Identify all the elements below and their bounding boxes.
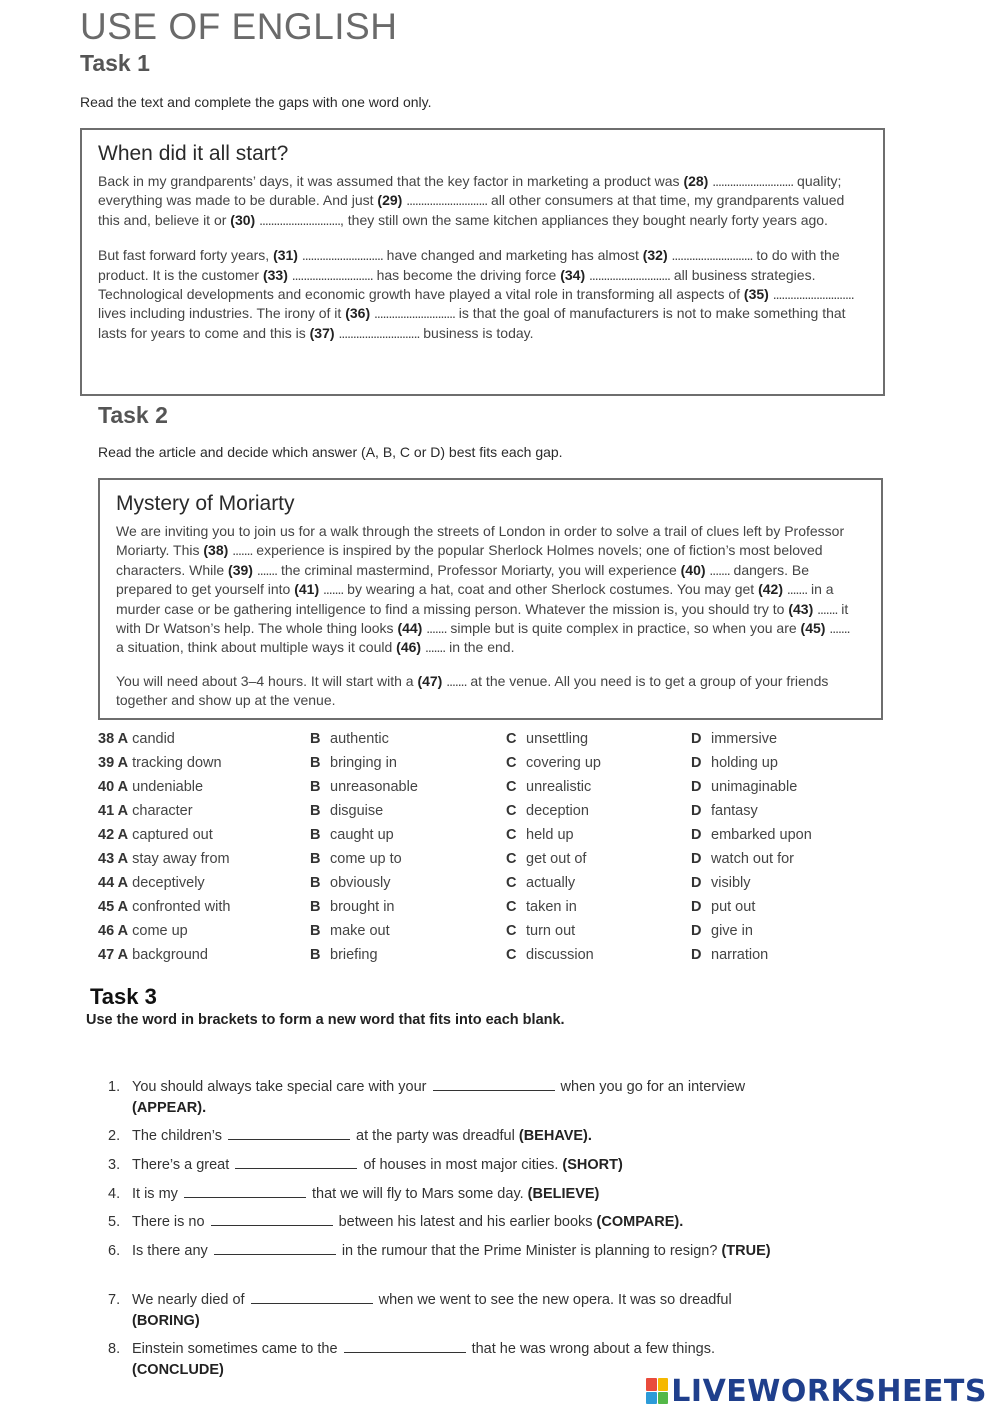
option-a[interactable]: come up [132,923,188,939]
option-row: 45 A confronted with B brought in C taken in D put out [98,899,756,915]
option-a[interactable]: candid [132,731,175,747]
option-row: 43 A stay away from B come up to C get out of D watch out for [98,851,795,867]
page-title: USE OF ENGLISH [80,6,398,47]
option-d[interactable]: watch out for [711,851,795,867]
option-b[interactable]: make out [330,923,390,939]
option-b[interactable]: disguise [330,803,384,819]
task3-instruction: Use the word in brackets to form a new word that fits into each blank. [86,1012,565,1028]
option-a[interactable]: captured out [132,827,213,843]
task2-paragraph-1: We are inviting you to join us for a walk through the streets of London in order to solve a trail of clues left by Professor Moriarty. This (38) ....... experience is inspired by the popular Sherlock Holmes novels; one of fiction’s most beloved characters. While (39) ....... the criminal mastermind, Professor Moriarty, you will experience (40) ....... dangers. Be prepared to get yourself into (41) ....... by wearing a hat, coat and other Sherlock costumes. You may get (42) ....... in a murder case or be gathering intelligence to find a missing person. Whatever the mission is, you should try to (43) ....... it with Dr Watson’s help. The whole thing looks (44) ....... simple but is quite complex in practice, so when you are (45) ....... a situation, think about multiple ways it could (46) ....... in the end. [116,523,850,656]
option-d[interactable]: embarked upon [711,827,812,843]
question-item: 1. You should always take special care with your when you go for an interview (APPEAR). [108,1079,746,1116]
option-d[interactable]: give in [711,923,753,939]
question-item: 7. We nearly died of when we went to see the new opera. It was so dreadful (BORING) [108,1292,732,1329]
option-b[interactable]: unreasonable [330,779,418,795]
task1-text-box [80,128,885,396]
option-row: 46 A come up B make out C turn out D give in [98,923,753,939]
question-item: 3. There’s a great of houses in most major cities. (SHORT) [108,1157,623,1173]
option-d[interactable]: fantasy [711,803,758,819]
option-c[interactable]: actually [526,875,576,891]
option-row: 38 A candid B authentic C unsettling D immersive [98,731,778,747]
option-d[interactable]: put out [711,899,756,915]
option-b[interactable]: briefing [330,947,378,963]
task2-text-box [98,478,883,720]
task2-box-title: Mystery of Moriarty [116,492,295,515]
option-d[interactable]: narration [711,947,769,963]
question-item: 6. Is there any in the rumour that the Prime Minister is planning to resign? (TRUE) [108,1243,771,1259]
option-b[interactable]: bringing in [330,755,397,771]
option-a[interactable]: undeniable [132,779,204,795]
option-c[interactable]: turn out [526,923,576,939]
task2-instruction: Read the article and decide which answer (A, B, C or D) best fits each gap. [98,444,563,460]
option-a[interactable]: confronted with [132,899,231,915]
option-c[interactable]: taken in [526,899,577,915]
answer-blank[interactable] [214,1242,336,1255]
option-d[interactable]: holding up [711,755,778,771]
option-row: 41 A character B disguise C deception D fantasy [98,803,758,819]
liveworksheets-logo[interactable] [646,1374,987,1408]
task1-box-title: When did it all start? [98,142,289,165]
option-d[interactable]: immersive [711,731,778,747]
option-row: 44 A deceptively B obviously C actually D visibly [98,875,751,891]
answer-blank[interactable] [235,1156,357,1169]
option-row: 39 A tracking down B bringing in C covering up D holding up [98,755,778,771]
answer-blank[interactable] [433,1078,555,1091]
option-c[interactable]: held up [526,827,574,843]
option-a[interactable]: background [132,947,208,963]
answer-blank[interactable] [211,1213,333,1226]
answer-blank[interactable] [344,1340,466,1353]
option-b[interactable]: obviously [330,875,391,891]
task1-title: Task 1 [80,50,150,76]
option-a[interactable]: tracking down [132,755,222,771]
option-d[interactable]: unimaginable [711,779,798,795]
option-row: 42 A captured out B caught up C held up D embarked upon [98,827,812,843]
question-item: 8. Einstein sometimes came to the that he was wrong about a few things. (CONCLUDE) [108,1341,716,1378]
task1-paragraph-2: But fast forward forty years, (31) ............................ have changed and marketing has almost (32) ............................ to do with the product. It is the customer (33) ............................ has become the driving force (34) ............................ all business strategies. Technological developments and economic growth have played a vital role in transforming all aspects of (35) ............................ lives including industries. The irony of it (36) ............................ is that the goal of manufacturers is not to make something that lasts for years to come and this is (37) ............................ business is today. [98,247,854,341]
option-c[interactable]: unsettling [526,731,589,747]
question-item: 4. It is my that we will fly to Mars some day. (BELIEVE) [108,1186,600,1202]
option-a[interactable]: stay away from [132,851,230,867]
option-c[interactable]: get out of [526,851,587,867]
task3-title: Task 3 [90,984,157,1009]
option-row: 40 A undeniable B unreasonable C unrealistic D unimaginable [98,779,798,795]
question-item: 2. The children’s at the party was dreadful (BEHAVE). [108,1128,592,1144]
question-item: 5. There is no between his latest and his earlier books (COMPARE). [108,1214,684,1230]
option-b[interactable]: authentic [330,731,389,747]
answer-blank[interactable] [228,1127,350,1140]
option-c[interactable]: discussion [526,947,594,963]
answer-blank[interactable] [184,1185,306,1198]
option-b[interactable]: caught up [330,827,394,843]
task2-title: Task 2 [98,402,168,428]
liveworksheets-logo-icon [646,1378,668,1404]
answer-blank[interactable] [251,1291,373,1304]
option-a[interactable]: character [132,803,193,819]
option-d[interactable]: visibly [711,875,751,891]
task1-paragraph-1: Back in my grandparents’ days, it was assumed that the key factor in marketing a product was (28) ............................ quality; everything was made to be durable. And just (29) ............................ all other consumers at that time, my grandparents valued this and, believe it or (30) ............................, they still own the same kitchen appliances they bought nearly forty years ago. [98,173,845,228]
option-a[interactable]: deceptively [132,875,205,891]
option-c[interactable]: covering up [526,755,601,771]
task2-paragraph-2: You will need about 3–4 hours. It will start with a (47) ....... at the venue. All you need is to get a group of your friends together and show up at the venue. [116,672,829,709]
option-c[interactable]: unrealistic [526,779,592,795]
option-b[interactable]: come up to [330,851,402,867]
option-c[interactable]: deception [526,803,589,819]
option-b[interactable]: brought in [330,899,395,915]
logo-text: LIVEWORKSHEETS [671,1373,987,1409]
task1-instruction: Read the text and complete the gaps with one word only. [80,94,432,110]
option-row: 47 A background B briefing C discussion D narration [98,947,769,963]
